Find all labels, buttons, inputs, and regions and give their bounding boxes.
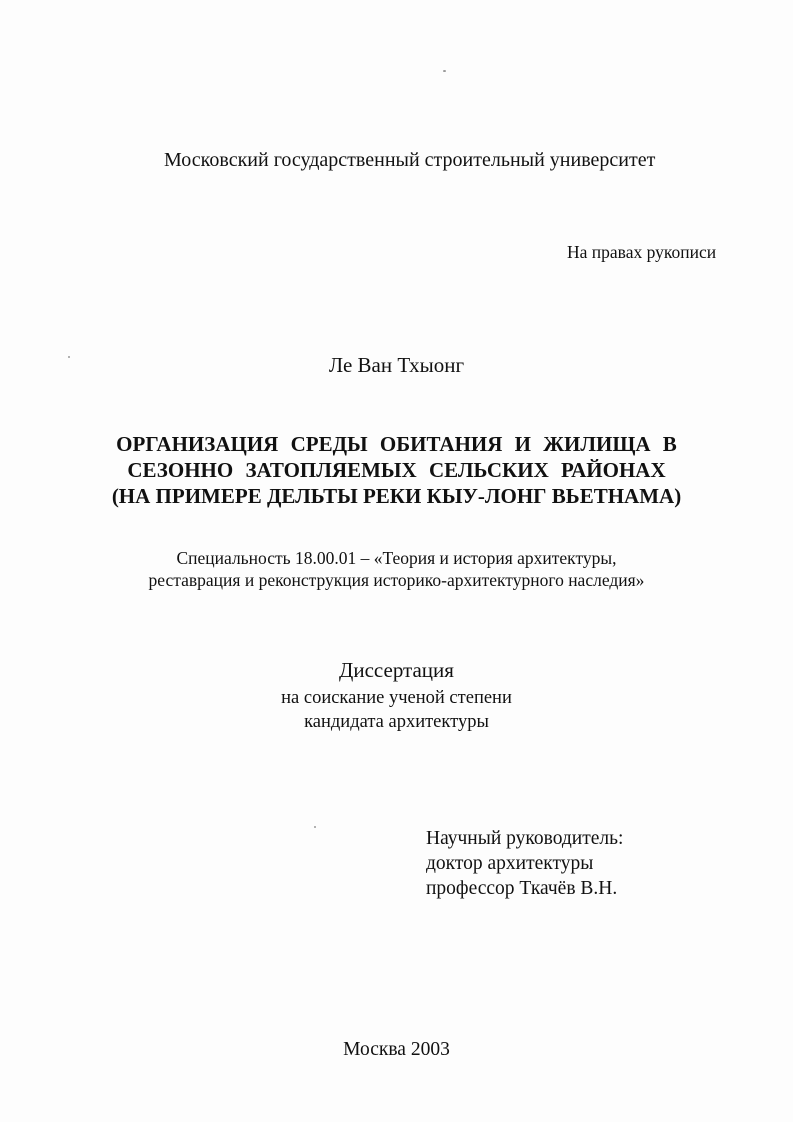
title-line: ОРГАНИЗАЦИЯ СРЕДЫ ОБИТАНИЯ И ЖИЛИЩА В xyxy=(116,432,677,456)
city-year: Москва 2003 xyxy=(343,1039,450,1060)
specialty-line: реставрация и реконструкция историко-архитектурного наследия» xyxy=(148,570,645,590)
degree-statement xyxy=(0,686,793,734)
scan-speck xyxy=(314,826,316,828)
dissertation-title xyxy=(0,431,793,509)
supervisor-info xyxy=(426,826,623,901)
university-name: Московский государственный строительный университет xyxy=(164,149,656,171)
supervisor-line: Научный руководитель: xyxy=(426,828,624,849)
degree-line: кандидата архитектуры xyxy=(304,712,489,732)
specialty-line: Специальность 18.00.01 – «Теория и история архитектуры, xyxy=(176,548,617,568)
title-line: (НА ПРИМЕРЕ ДЕЛЬТЫ РЕКИ КЫУ-ЛОНГ ВЬЕТНАМА) xyxy=(111,484,682,508)
manuscript-note: На правах рукописи xyxy=(567,242,717,262)
degree-line: на соискание ученой степени xyxy=(281,688,512,708)
dissertation-heading: Диссертация xyxy=(339,658,454,682)
author-name: Ле Ван Тхыонг xyxy=(328,353,465,377)
scan-speck xyxy=(68,356,70,358)
scan-speck xyxy=(443,70,446,72)
specialty-statement xyxy=(0,547,793,591)
supervisor-line: профессор Ткачёв В.Н. xyxy=(426,878,618,899)
supervisor-line: доктор архитектуры xyxy=(426,853,594,874)
title-line: СЕЗОННО ЗАТОПЛЯЕМЫХ СЕЛЬСКИХ РАЙОНАХ xyxy=(127,458,666,482)
